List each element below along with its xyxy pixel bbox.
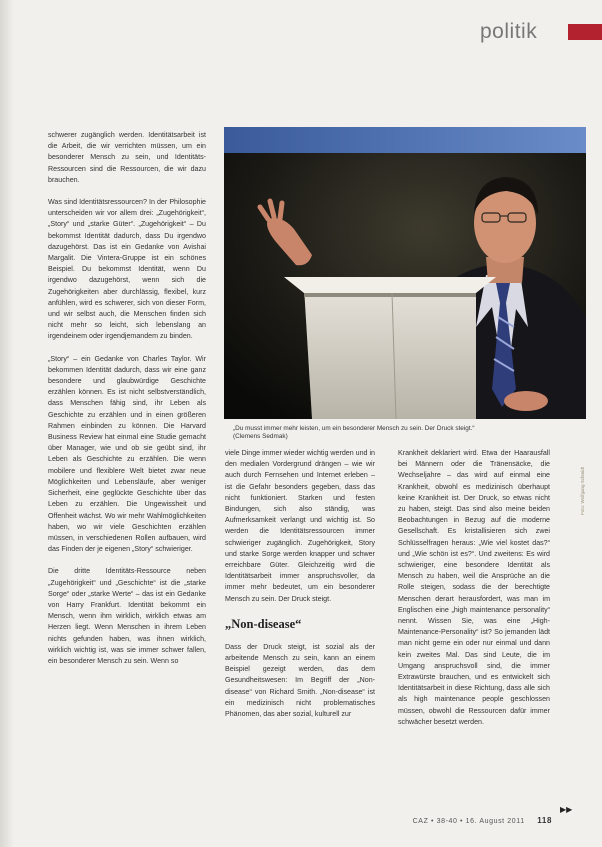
subheading: „Non-disease“ xyxy=(225,616,302,631)
text-column-1 xyxy=(48,130,206,678)
text-column-3 xyxy=(398,448,550,739)
page-number: 118 xyxy=(537,816,552,825)
section-label: politik xyxy=(480,20,538,43)
publication-info: CAZ • 38-40 • 16. August 2011 xyxy=(412,818,525,825)
paragraph: Dass der Druck steigt, ist sozial als der arbeitende Mensch zu sein, kann an einem Beispiel gezeigt werden, das dem Gesundheitswesen: Im Begriff der „Non-disease“ von Richard Smith. „Non-disease“ ist ein medizinisch nicht problematisches Phänomen, das aber sozial, kulturell zur xyxy=(225,642,375,719)
caption-quote: „Du musst immer mehr leisten, um ein besonderer Mensch zu sein. Der Druck steigt.“ xyxy=(233,425,475,432)
photo-credit: Foto: Wolfgang Schmidt xyxy=(580,467,585,515)
section-color-bar xyxy=(568,24,602,40)
paragraph: Krankheit deklariert wird. Etwa der Haarausfall bei Männern oder die Tränensäcke, die Wechseljahre – das wird auf einmal eine Krankheit, obwohl es medizinisch überhaupt keine Krankheit ist. Der Druck, so etwas nicht zu haben, steigt. Das sind also meine beiden Beobachtungen in Bezug auf die moderne Gesellschaft. Es kristallisieren sich zwei Schlüsselfragen heraus: „Wie viel kostet das?“ und „Wie schön ist es?“. Und zweitens: Es wird schwieriger, eine besondere Identität als Mensch zu haben, weil die Ansprüche an die Rolle steigen, sodass die der berechtigte Menschen derart herausfordert, was man im Englischen eine „high maintenance personality“ nennt. Wissen Sie, was eine „High-Maintenance-Personality“ ist? So jemanden lädt man nicht gerne ein oder nur einmal und dann kein zweites Mal. Das sind Leute, die im Umgang anspruchsvoll sind, die immer Extrawürste brauchen, und es entwickelt sich Identitätsarbeit in diese Richtung, dass alle sich als high maintenance people geschlossen müssen, obwohl die Ressourcen dafür immer schwächer besetzt werden. xyxy=(398,449,550,726)
paragraph: Die dritte Identitäts-Ressource neben „Zugehörigkeit“ und „Geschichte“ ist die „starke Sorge“ oder „starke Werte“ – das ist ein Gedanke von Harry Frankfurt. Identität bekommt ein Mensch, wenn ihm wirklich, wirklich etwas am Herzen liegt. Wenn Menschen in ihrem Leben nichts gefunden haben, was ihnen wirklich, wirklich wichtig ist, was sie immer schwer fallen, ein besonderer Mensch zu sein. Wenn so xyxy=(48,567,206,665)
paragraph: viele Dinge immer wieder wichtig werden und in den medialen Vordergrund drängen – wie wir auch durch Fernsehen und Internet erleben – ist die Gefahr besonders gegeben, dass das nicht funktioniert. Starken und festen Bindungen, sich also ständig, was Aufmerksamkeit verlangt und wichtig ist. So werden die Identitätsressourcen immer schwieriger zugänglich. Zugehörigkeit, Story und starke Sorge werden knapper und schwer erreichbare Güter. Gleichzeitig wird die Identitätsarbeit immer anspruchsvoller, da immer mehr bedeutet, um ein besonderer Mensch zu sein. Der Druck steigt. xyxy=(225,449,375,603)
page-footer xyxy=(413,816,552,825)
caption-credit: (Clemens Sedmak) xyxy=(233,433,288,441)
section-header xyxy=(472,18,602,46)
paragraph: Was sind Identitätsressourcen? In der Philosophie unterscheiden wir vor allem drei: „Zugehörigkeit“, „Story“ und „starke Güter“. „Zugehörigkeit“ – Du bekommst Identität dadurch, dass Du irgendwo dazugehörst. Das ist ein Gedanke von Avishai Margalit. Die Vintera-Gruppe ist ein schönes Beispiel. Du bekommst Identität, wenn Du irgendwo dazugehörst, wenn sich die Zugehörigkeiten aber durchlässig, flexibel, kurz anfühlen, wird es schwerer, sich von dieser Form, und wir selbst auch, die Menschen finden sich nicht mehr so leicht, sich lebenslang an irgendeinem oder irgendjemandem zu binden. xyxy=(48,198,206,341)
continue-arrow-icon: ▶▶ xyxy=(560,805,573,814)
paragraph: „Story“ – ein Gedanke von Charles Taylor. Wir bekommen Identität dadurch, dass wir eine ganz besondere und glaubwürdige Geschichte erzählen können. Es ist nicht selbstverständlich, dass Menschen fähig sind, ihr Leben als Geschichte zu erzählen und in einen größeren Rahmen einbinden zu können. Die Harvard Business Review hat einmal eine Studie gemacht über Manager, wie und ob sie geübt sind, ihr Leben als Geschichte zu erzählen. Die wenn mobilere und flexiblere Welt bietet zwar neue Möglichkeiten und Lebensläufe, aber weniger Sicherheit, eine geglückte Geschichte über das Leben zu erzählen. Die Ungewissheit und Offenheit wächst. Wo wir mehr Wahlmöglichkeiten haben, wo wir viele Geschichten erzählen müssen, in verschiedenen Rollen aufbauen, wird das Finden der je eigenen „Story“ schwieriger. xyxy=(48,354,206,554)
paragraph: schwerer zugänglich werden. Identitätsarbeit ist die Arbeit, die wir verrichten müssen, um ein besonderer Mensch zu sein, und Identitäts-Ressourcen sind die Ressourcen, die wir dazu brauchen. xyxy=(48,131,206,184)
page-binding-shadow xyxy=(0,0,14,847)
text-column-2 xyxy=(225,448,375,731)
photo-caption xyxy=(233,425,573,441)
